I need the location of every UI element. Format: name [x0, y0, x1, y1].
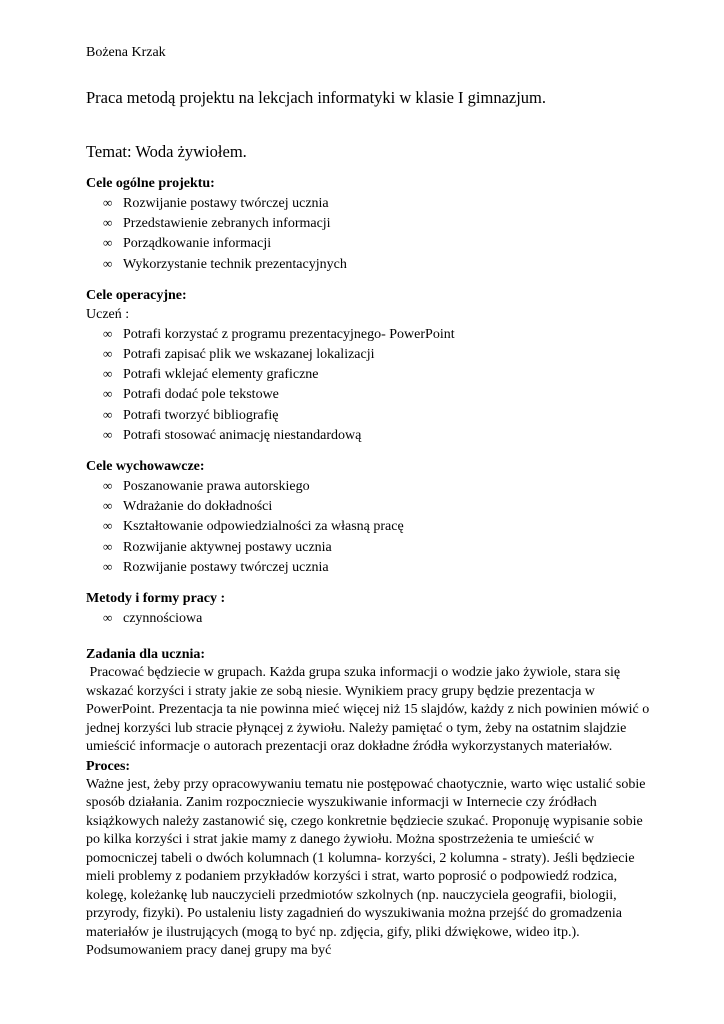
bullet-list — [86, 193, 658, 274]
list-item-text: Potrafi wklejać elementy graficzne — [123, 367, 319, 383]
infinity-bullet-icon: ∞ — [103, 215, 113, 231]
infinity-bullet-icon: ∞ — [103, 325, 113, 341]
infinity-bullet-icon: ∞ — [103, 406, 113, 422]
list-item-text: Rozwijanie postawy twórczej ucznia — [123, 559, 329, 575]
list-item — [103, 496, 658, 516]
bullet-list — [86, 324, 658, 445]
list-item-text: Potrafi stosować animację niestandardową — [123, 427, 362, 443]
list-item — [103, 213, 658, 233]
infinity-bullet-icon: ∞ — [103, 235, 113, 251]
section-cele-og-lne-projektu — [86, 174, 658, 274]
list-item-text: Potrafi zapisać plik we wskazanej lokalizacji — [123, 347, 375, 363]
infinity-bullet-icon: ∞ — [103, 346, 113, 362]
bullet-list — [86, 476, 658, 577]
infinity-bullet-icon: ∞ — [103, 255, 113, 271]
list-item-text: Wykorzystanie technik prezentacyjnych — [123, 256, 347, 272]
author-name: Bożena Krzak — [86, 45, 166, 60]
section-cele-wychowawcze — [86, 457, 658, 577]
infinity-bullet-icon: ∞ — [103, 610, 113, 626]
list-item — [103, 324, 658, 344]
list-item-text: Rozwijanie postawy twórczej ucznia — [123, 196, 329, 211]
section-heading: Proces: — [86, 758, 131, 774]
infinity-bullet-icon: ∞ — [103, 195, 113, 210]
list-item — [103, 405, 658, 425]
list-item-text: Porządkowanie informacji — [123, 236, 272, 252]
list-item-text: Potrafi korzystać z programu prezentacyjnego- PowerPoint — [123, 326, 455, 342]
list-item — [103, 193, 658, 213]
list-item-text: Przedstawienie zebranych informacji — [123, 216, 331, 232]
section-heading: Zadania dla ucznia: — [86, 647, 206, 663]
list-item — [103, 233, 658, 253]
list-item — [103, 425, 658, 445]
list-item — [103, 384, 658, 404]
bullet-list — [86, 608, 658, 628]
list-item — [103, 537, 658, 557]
section-heading: Metody i formy pracy : — [86, 591, 226, 607]
section-paragraph: Ważne jest, żeby przy opracowywaniu tematu nie postępować chaotycznie, warto więc ustalić sobie sposób działania. Zanim rozpoczniecie wyszukiwanie informacji w Internecie czy źródłach książkowych należy zastanowić się, czego konkretnie będziecie szukać. Proponuję wypisanie sobie po kilka korzyści i strat jakie mamy z danego żywiołu. Można spostrzeżenia te umieścić w pomocniczej tabeli o dwóch kolumnach (1 kolumna- korzyści, 2 kolumna - straty). Jeśli będziecie mieli problemy z podaniem przykładów korzyści i strat, warto poprosić o podpowiedź rodzica, kolegę, koleżankę lub nauczycieli przedmiotów szkolnych (np. nauczyciela geografii, biologii, przyrody, fizyki). Po ustaleniu listy zagadnień do wyszukiwania można przejść do gromadzenia materiałów je ilustrujących (mogą to być np. zdjęcia, gify, pliki dźwiękowe, wideo itp.). Podsumowaniem pracy danej grupy ma być — [86, 776, 649, 959]
infinity-bullet-icon: ∞ — [103, 498, 113, 514]
section-proces — [86, 757, 658, 961]
list-item-text: Poszanowanie prawa autorskiego — [123, 479, 310, 495]
section-subheading: Uczeń : — [86, 306, 130, 322]
list-item-text: czynnościowa — [123, 611, 203, 627]
document-title: Praca metodą projektu na lekcjach informatyki w klasie I gimnazjum. — [86, 88, 547, 107]
infinity-bullet-icon: ∞ — [103, 426, 113, 442]
infinity-bullet-icon: ∞ — [103, 366, 113, 382]
section-cele-operacyjne — [86, 286, 658, 445]
infinity-bullet-icon: ∞ — [103, 478, 113, 494]
list-item-text: Potrafi dodać pole tekstowe — [123, 387, 279, 403]
list-item-text: Rozwijanie aktywnej postawy ucznia — [123, 539, 332, 555]
section-metody-i-formy-pracy — [86, 589, 658, 628]
document-subject: Temat: Woda żywiołem. — [86, 142, 247, 161]
section-zadania-dla-ucznia — [86, 645, 658, 757]
list-item-text: Wdrażanie do dokładności — [123, 499, 273, 515]
section-heading: Cele operacyjne: — [86, 287, 187, 303]
infinity-bullet-icon: ∞ — [103, 386, 113, 402]
infinity-bullet-icon: ∞ — [103, 518, 113, 534]
list-item — [103, 364, 658, 384]
list-item — [103, 516, 658, 536]
section-paragraph: Pracować będziecie w grupach. Każda grupa szuka informacji o wodzie jako żywiole, stara się wskazać korzyści i straty jakie ze sobą niesie. Wynikiem pracy grupy będzie prezentacja w PowerPoint. Prezentacja ta nie powinna mieć więcej niż 15 slajdów, każdy z nich powinien mówić o jednej korzyści lub stracie płynącej z żywiołu. Należy pamiętać o tym, żeby na ostatnim slajdzie umieścić informacje o autorach prezentacji oraz dokładne źródła wykorzystanych materiałów. — [86, 665, 653, 755]
list-item — [103, 344, 658, 364]
section-heading: Cele ogólne projektu: — [86, 176, 215, 191]
list-item — [103, 476, 658, 496]
section-heading: Cele wychowawcze: — [86, 459, 205, 475]
sections — [86, 174, 658, 961]
list-item-text: Potrafi tworzyć bibliografię — [123, 407, 279, 423]
infinity-bullet-icon: ∞ — [103, 538, 113, 554]
list-item — [103, 608, 658, 628]
list-item — [103, 254, 658, 274]
infinity-bullet-icon: ∞ — [103, 558, 113, 574]
list-item — [103, 557, 658, 577]
list-item-text: Kształtowanie odpowiedzialności za własną pracę — [123, 519, 404, 535]
